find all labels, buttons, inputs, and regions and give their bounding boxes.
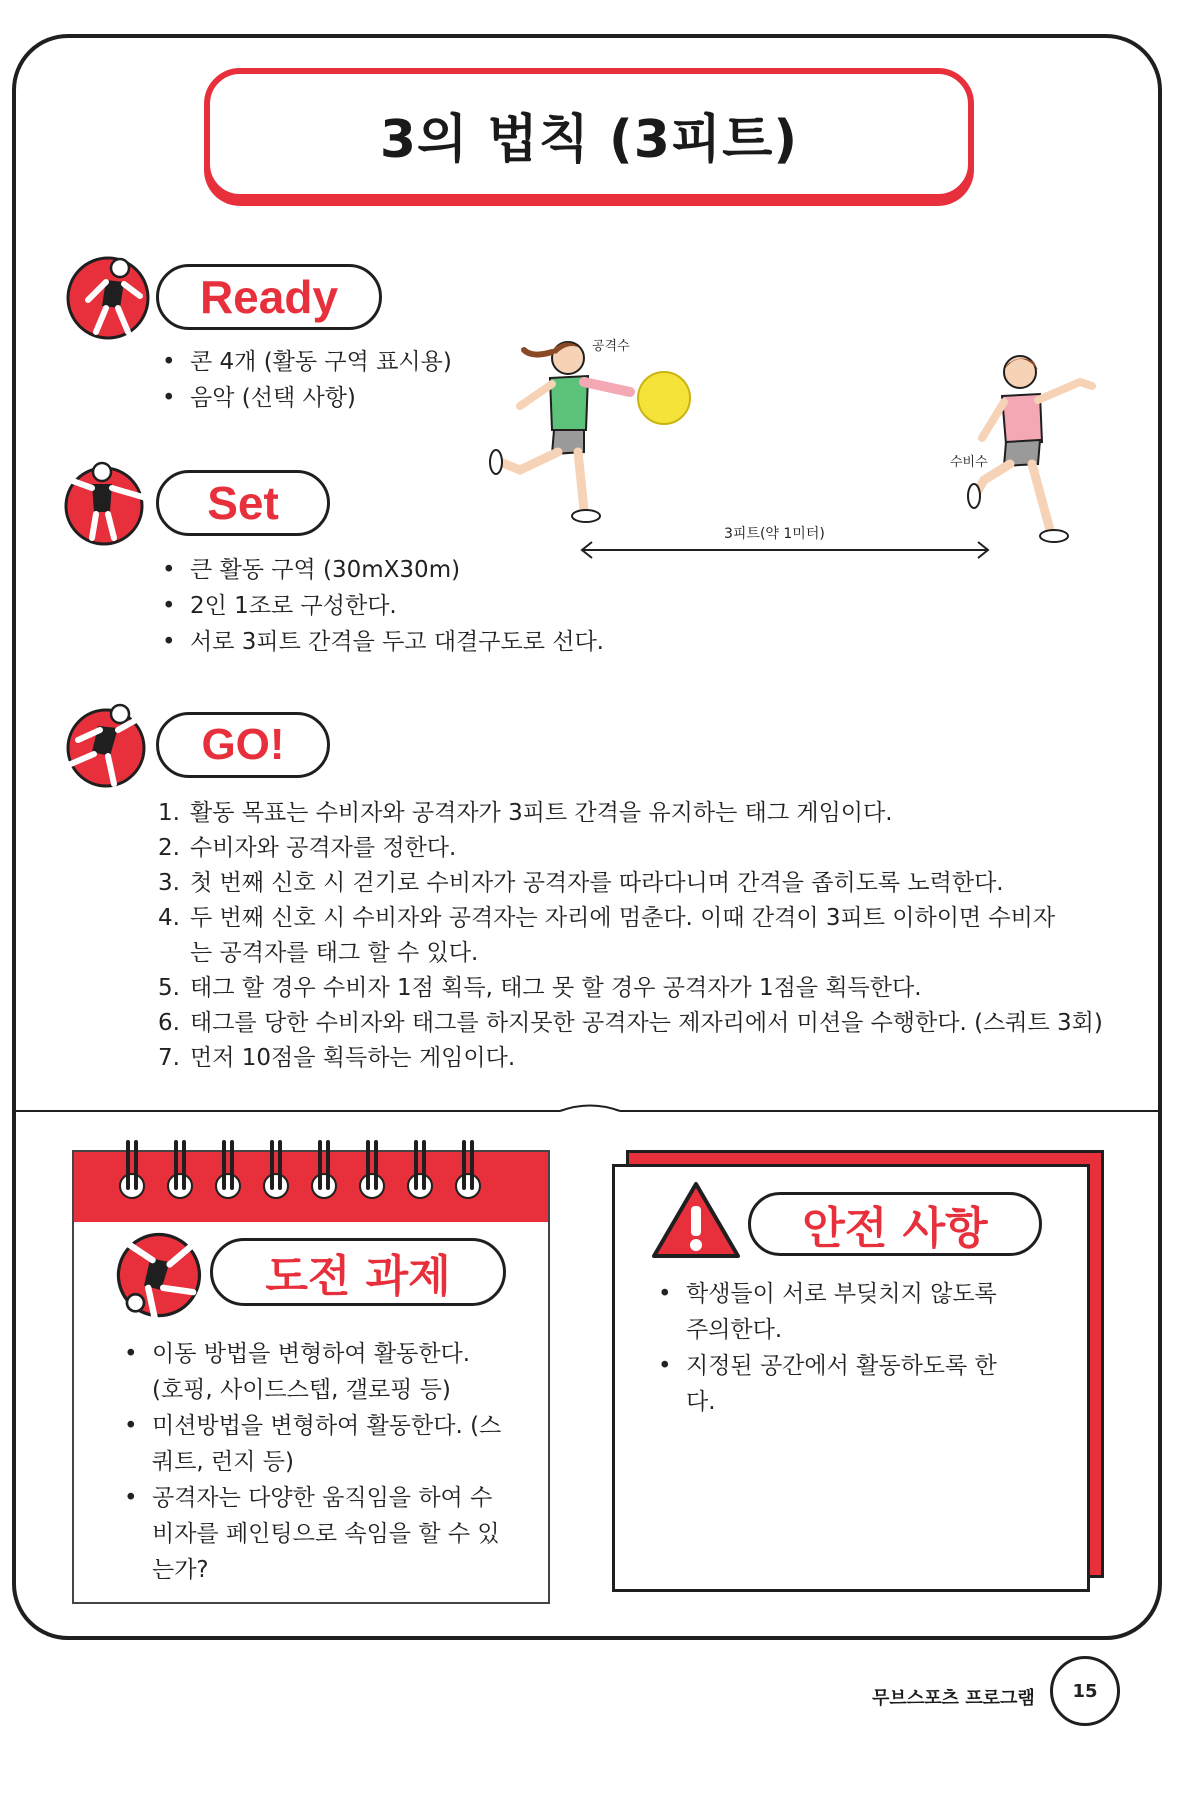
- set-label: Set: [156, 470, 330, 536]
- attacker-label: 공격수: [592, 339, 630, 354]
- list-item: 7. 먼저 10점을 획득하는 게임이다.: [158, 1045, 516, 1071]
- list-item: • 음악 (선택 사항): [160, 380, 480, 416]
- go-label: GO!: [156, 712, 330, 778]
- divider-notch: [560, 1104, 620, 1118]
- title-box: [204, 68, 974, 200]
- list-item: • 학생들이 서로 부딪치지 않도록 주의한다.: [656, 1276, 1016, 1348]
- list-item: 3. 첫 번째 신호 시 걷기로 수비자가 공격자를 따라다니며 간격을 좁히도록 노력한다.: [158, 870, 1004, 896]
- list-item: • 공격자는 다양한 움직임을 하여 수비자를 페인팅으로 속임을 할 수 있는가?: [122, 1480, 502, 1588]
- go-steps: [158, 796, 1108, 1076]
- list-item: • 미션방법을 변형하여 활동한다. (스쿼트, 런지 등): [122, 1408, 502, 1480]
- safety-label: 안전 사항: [748, 1192, 1042, 1256]
- list-item: 4. 두 번째 신호 시 수비자와 공격자는 자리에 멈춘다. 이때 간격이 3피트 이하이면 수비자는 공격자를 태그 할 수 있다.: [158, 905, 1056, 966]
- runner-set-icon: [62, 458, 152, 548]
- list-item: 6. 태그를 당한 수비자와 태그를 하지못한 공격자는 제자리에서 미션을 수행한다. (스쿼트 3회): [158, 1010, 1103, 1036]
- runner-ready-icon: [62, 252, 152, 342]
- attacker-figure: [490, 342, 630, 522]
- warning-icon: [650, 1180, 742, 1260]
- list-item: 1. 활동 목표는 수비자와 공격자가 3피트 간격을 유지하는 태그 게임이다.: [158, 800, 893, 826]
- list-item: 2. 수비자와 공격자를 정한다.: [158, 835, 457, 861]
- challenge-list: [122, 1336, 502, 1588]
- challenge-kick-icon: [112, 1226, 208, 1322]
- challenge-label: 도전 과제: [210, 1238, 506, 1306]
- list-item: • 이동 방법을 변형하여 활동한다. (호핑, 사이드스텝, 갤로핑 등): [122, 1336, 502, 1408]
- players-illustration: [480, 330, 1120, 570]
- list-item: • 큰 활동 구역 (30mX30m): [160, 552, 640, 588]
- runner-go-icon: [56, 700, 146, 790]
- distance-label: 3피트(약 1미터): [724, 526, 825, 542]
- list-item: • 콘 4개 (활동 구역 표시용): [160, 344, 480, 380]
- list-item: • 2인 1조로 구성한다.: [160, 588, 640, 624]
- page-title: 3의 법칙 (3피트): [379, 109, 799, 170]
- list-item: 5. 태그 할 경우 수비자 1점 획득, 태그 못 할 경우 공격자가 1점을 획득한다.: [158, 975, 922, 1001]
- defender-figure: [968, 356, 1092, 542]
- list-item: • 서로 3피트 간격을 두고 대결구도로 선다.: [160, 624, 640, 660]
- safety-list: [656, 1276, 1016, 1420]
- defender-label: 수비수: [950, 455, 988, 470]
- list-item: • 지정된 공간에서 활동하도록 한다.: [656, 1348, 1016, 1420]
- ready-label: Ready: [156, 264, 382, 330]
- spiral-binding-icon: [112, 1136, 512, 1206]
- ball: [638, 372, 690, 424]
- page-number: 15: [1050, 1656, 1120, 1726]
- program-name: 무브스포츠 프로그램: [872, 1688, 1035, 1709]
- ready-list: [160, 344, 480, 416]
